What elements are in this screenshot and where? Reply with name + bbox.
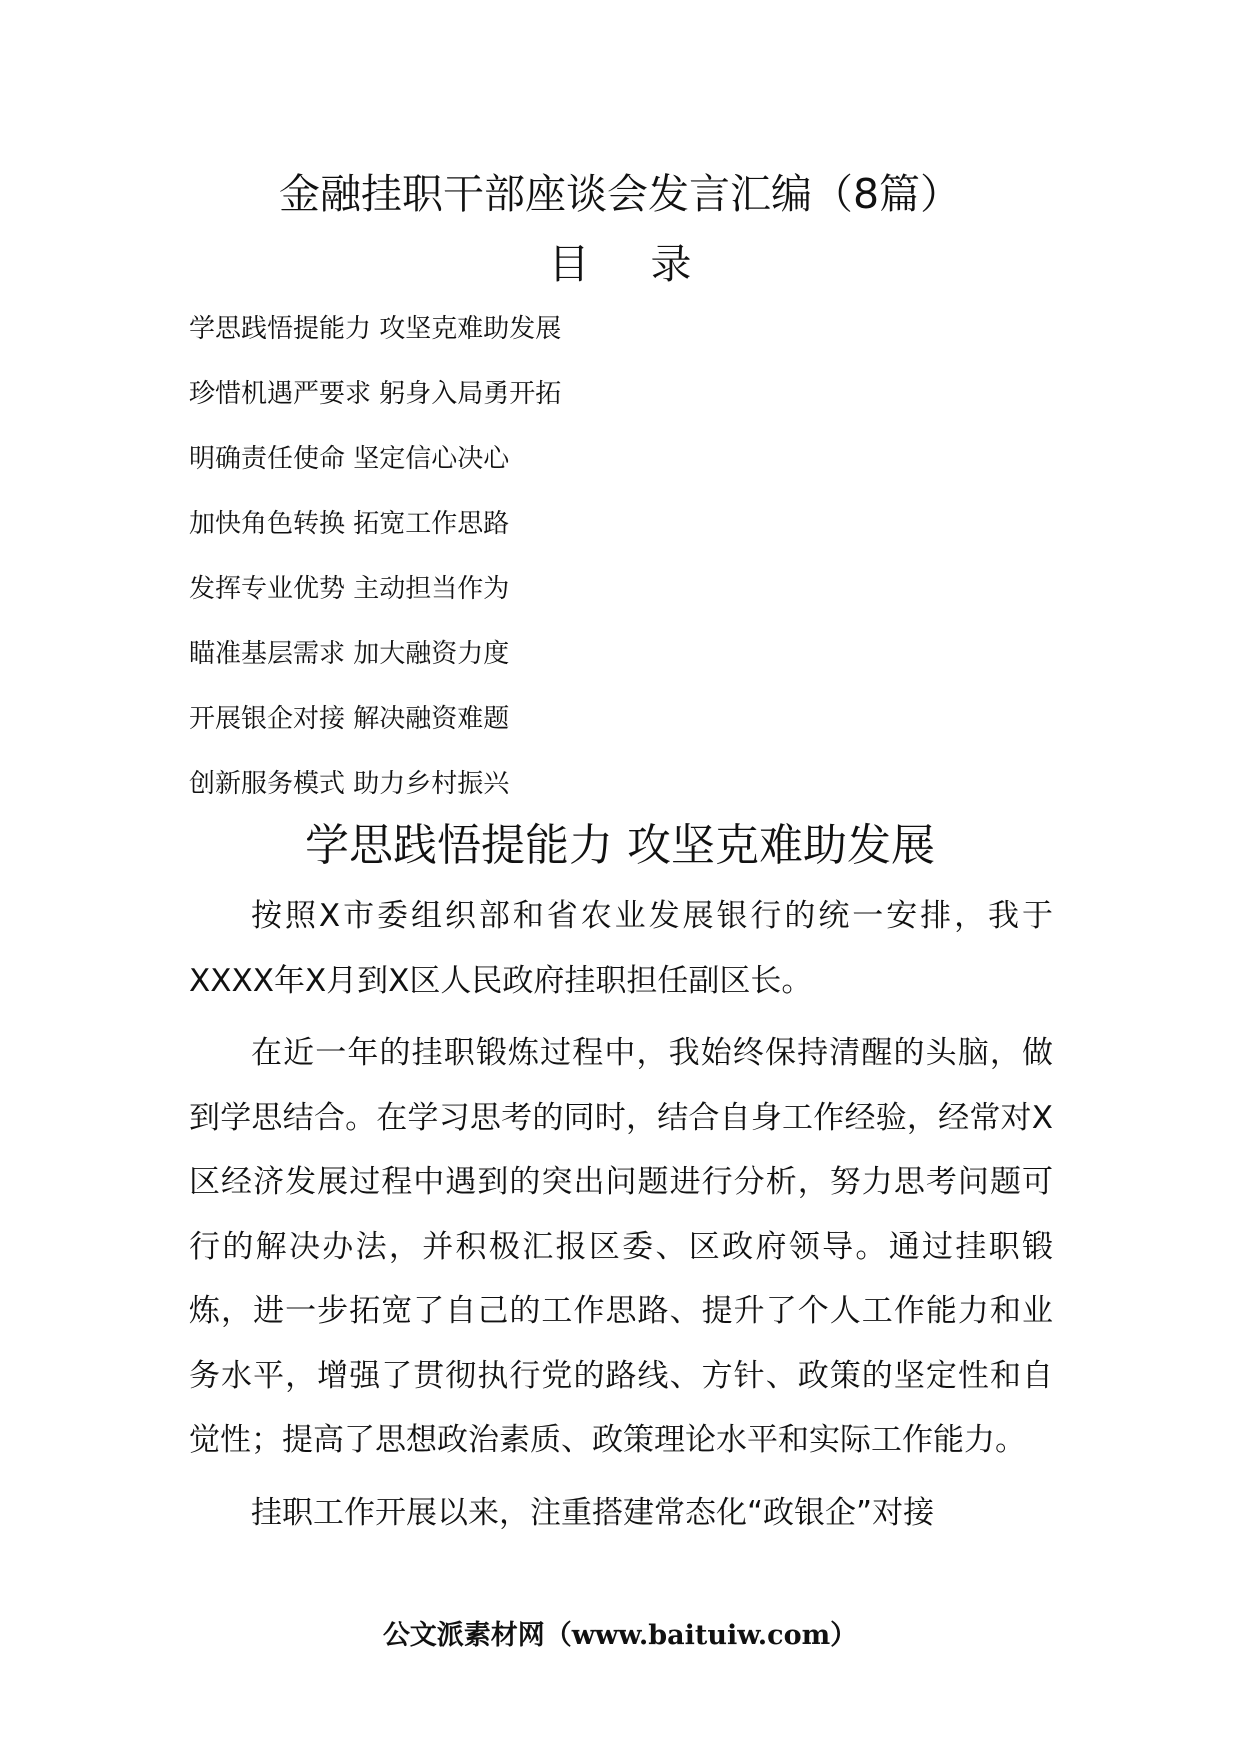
body-paragraph: 在近一年的挂职锻炼过程中，我始终保持清醒的头脑，做到学思结合。在学习思考的同时，结合自身工作经验，经常对X区经济发展过程中遇到的突出问题进行分析，努力思考问题可行的解决办法，并积极汇报区委、区政府领导。通过挂职锻炼，进一步拓宽了自己的工作思路、提升了个人工作能力和业务水平，增强了贯彻执行党的路线、方针、政策的坚定性和自觉性；提高了思想政治素质、政策理论水平和实际工作能力。 — [189, 1035, 1053, 1458]
toc-item: 珍惜机遇严要求 躬身入局勇开拓 — [189, 379, 562, 409]
toc-item: 瞄准基层需求 加大融资力度 — [189, 639, 510, 669]
body-paragraph: 按照X市委组织部和省农业发展银行的统一安排，我于XXXX年X月到X区人民政府挂职担任副区长。 — [189, 898, 1053, 999]
section-body — [189, 884, 1053, 1553]
toc-item: 学思践悟提能力 攻坚克难助发展 — [189, 314, 562, 344]
toc-item: 加快角色转换 拓宽工作思路 — [189, 509, 510, 539]
toc-item: 开展银企对接 解决融资难题 — [189, 704, 510, 734]
toc-item: 创新服务模式 助力乡村振兴 — [189, 769, 510, 799]
toc-item: 发挥专业优势 主动担当作为 — [189, 574, 510, 604]
body-paragraph: 挂职工作开展以来，注重搭建常态化“政银企”对接 — [251, 1494, 935, 1531]
footer-watermark: 公文派素材网（www.baituiw.com） — [382, 1620, 858, 1651]
section-title: 学思践悟提能力 攻坚克难助发展 — [305, 820, 935, 871]
toc-item: 明确责任使命 坚定信心决心 — [189, 444, 510, 474]
document-title: 金融挂职干部座谈会发言汇编（8篇） — [278, 170, 962, 218]
table-of-contents — [189, 311, 561, 831]
toc-heading: 目 录 — [548, 240, 716, 288]
